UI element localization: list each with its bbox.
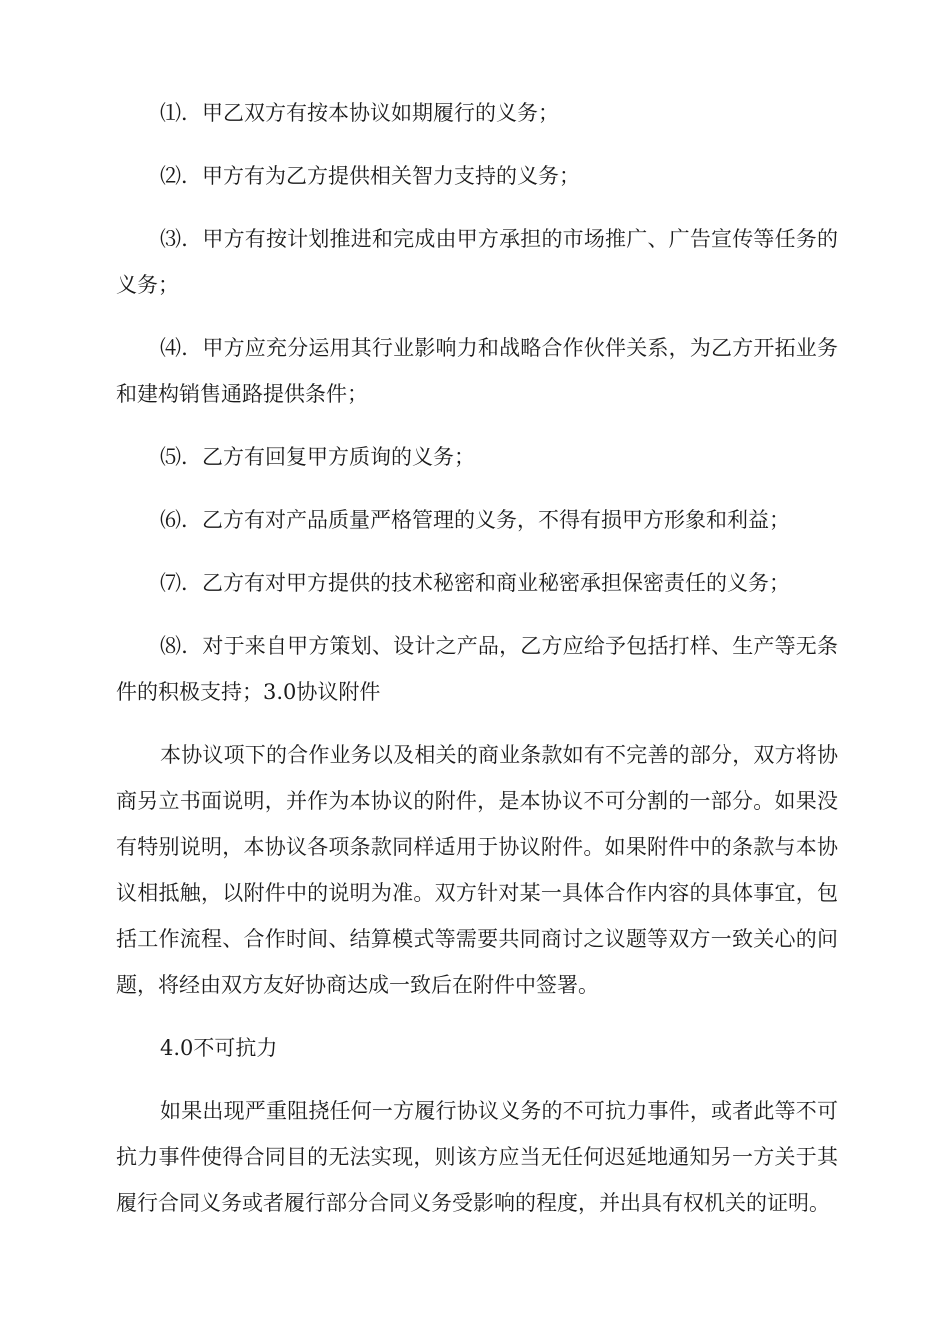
force-majeure-paragraph: 如果出现严重阻挠任何一方履行协议义务的不可抗力事件，或者此等不可抗力事件使得合同目的无法实现，则该方应当无任何迟延地通知另一方关于其履行合同义务或者履行部分合同义务受影响的程度，并出具有权机关的证明。 xyxy=(116,1099,838,1215)
obligation-item-1: ⑴．甲乙双方有按本协议如期履行的义务； xyxy=(160,101,559,125)
obligation-item-4: ⑷．甲方应充分运用其行业影响力和战略合作伙伴关系，为乙方开拓业务和建构销售通路提供条件； xyxy=(116,336,838,406)
document-page xyxy=(116,90,838,1243)
obligation-item-8: ⑻．对于来自甲方策划、设计之产品，乙方应给予包括打样、生产等无条件的积极支持；3.0协议附件 xyxy=(116,634,838,704)
attachment-paragraph: 本协议项下的合作业务以及相关的商业条款如有不完善的部分，双方将协商另立书面说明，并作为本协议的附件，是本协议不可分割的一部分。如果没有特别说明，本协议各项条款同样适用于协议附件。如果附件中的条款与本协议相抵触，以附件中的说明为准。双方针对某一具体合作内容的具体事宜，包括工作流程、合作时间、结算模式等需要共同商讨之议题等双方一致关心的问题，将经由双方友好协商达成一致后在附件中签署。 xyxy=(116,743,838,997)
obligation-item-3: ⑶．甲方有按计划推进和完成由甲方承担的市场推广、广告宣传等任务的义务； xyxy=(116,227,838,297)
obligation-item-7: ⑺．乙方有对甲方提供的技术秘密和商业秘密承担保密责任的义务； xyxy=(160,571,790,595)
force-majeure-heading: 4.0不可抗力 xyxy=(160,1036,278,1060)
obligation-item-6: ⑹．乙方有对产品质量严格管理的义务，不得有损甲方形象和利益； xyxy=(160,508,790,532)
obligation-item-2: ⑵．甲方有为乙方提供相关智力支持的义务； xyxy=(160,164,580,188)
obligation-item-5: ⑸．乙方有回复甲方质询的义务； xyxy=(160,445,475,469)
